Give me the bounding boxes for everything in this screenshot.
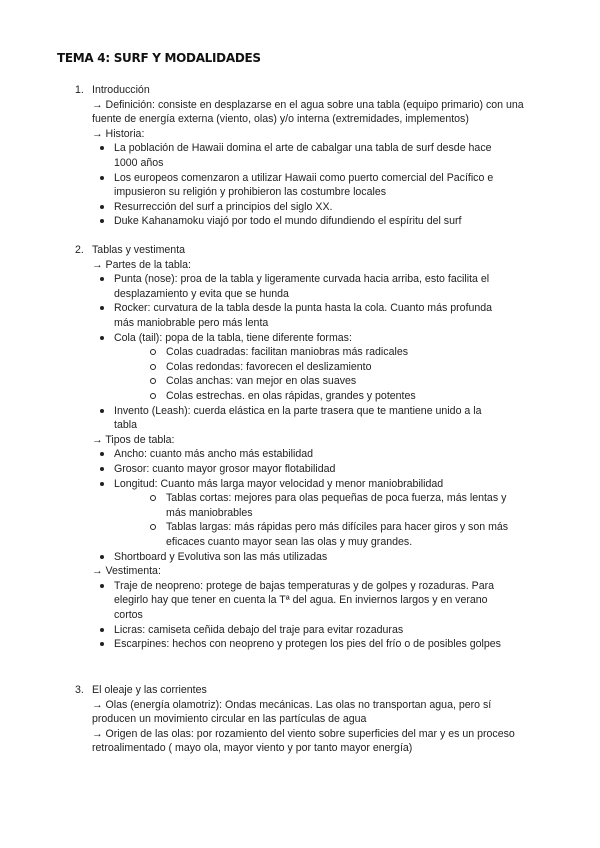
list-item: La población de Hawaii domina el arte de cabalgar una tabla de surf desde hace 1000 años — [114, 141, 501, 170]
list-item: Los europeos comenzaron a utilizar Hawaii como puerto comercial del Pacífico e impusieron su religión y prohibieron las costumbre locales — [114, 171, 501, 200]
list-item: Duke Kahanamoku viajó por todo el mundo difundiendo el espíritu del surf — [114, 214, 501, 229]
vestimenta-heading: → Vestimenta: — [92, 565, 161, 578]
list-item-longitud: Longitud: Cuanto más larga mayor velocidad y menor maniobrabilidad — [114, 477, 501, 492]
list-item-cola: Cola (tail): popa de la tabla, tiene diferente formas: — [114, 331, 501, 346]
origen-paragraph: → Origen de las olas: por rozamiento del viento sobre superficies del mar y es un proceso retroalimentado ( mayo ola, mayor viento y por tanto mayor energía) — [92, 727, 515, 755]
list-item-punta: Punta (nose): proa de la tabla y ligeramente curvada hacia arriba, esto facilita el desplazamiento y evita que se hunda — [114, 272, 501, 301]
sub-list-item: Colas redondas: favorecen el deslizamiento — [166, 360, 516, 375]
list-item-shortboard: Shortboard y Evolutiva son las más utilizadas — [114, 550, 501, 565]
sub-list-item: Colas anchas: van mejor en olas suaves — [166, 374, 516, 389]
page-title: TEMA 4: SURF Y MODALIDADES — [57, 51, 261, 65]
sub-list-item-cortas: Tablas cortas: mejores para olas pequeñas de poca fuerza, más lentas y más maniobrables — [166, 491, 516, 520]
sub-list-item: Colas cuadradas: facilitan maniobras más radicales — [166, 345, 516, 360]
list-item-escarpines: Escarpines: hechos con neopreno y protegen los pies del frío o de posibles golpes — [114, 638, 501, 651]
olas-paragraph: → Olas (energía olamotriz): Ondas mecánicas. Las olas no transportan agua, pero sí producen un movimiento circular en las partículas de agua — [92, 698, 492, 726]
sub-list-item: Colas estrechas. en olas rápidas, grandes y potentes — [166, 389, 516, 404]
partes-heading: → Partes de la tabla: — [92, 258, 191, 271]
list-item-neopreno: Traje de neopreno: protege de bajas temperaturas y de golpes y rozaduras. Para elegirlo hay que tener en cuenta la Tª del agua. En inviernos largos y en verano cortos — [114, 579, 501, 623]
section-title: Introducción — [92, 84, 150, 96]
list-item: Resurrección del surf a principios del siglo XX. — [114, 200, 501, 215]
section-title: El oleaje y las corrientes — [92, 684, 207, 696]
section-number: 3. — [75, 684, 84, 696]
list-item-grosor: Grosor: cuanto mayor grosor mayor flotabilidad — [114, 462, 501, 477]
definicion-paragraph: → Definición: consiste en desplazarse en el agua sobre una tabla (equipo primario) con una fuente de energía externa (viento, olas) y/o interna (extremidades, implementos) — [92, 98, 524, 126]
section-title: Tablas y vestimenta — [92, 244, 186, 256]
tipos-heading: → Tipos de tabla: — [92, 433, 175, 446]
list-item-invento: Invento (Leash): cuerda elástica en la parte trasera que te mantiene unido a la tabla — [114, 404, 501, 433]
sub-list-item-largas: Tablas largas: más rápidas pero más difíciles para hacer giros y son más eficaces cuanto mayor sean las olas y muy grandes. — [166, 520, 516, 549]
section-number: 2. — [75, 244, 84, 256]
list-item-rocker: Rocker: curvatura de la tabla desde la punta hasta la cola. Cuanto más profunda más maniobrable pero más lenta — [114, 301, 501, 330]
section-number: 1. — [75, 84, 84, 96]
list-item-ancho: Ancho: cuanto más ancho más estabilidad — [114, 447, 501, 462]
list-item-licras: Licras: camiseta ceñida debajo del traje para evitar rozaduras — [114, 623, 501, 638]
historia-heading: → Historia: — [92, 127, 145, 140]
